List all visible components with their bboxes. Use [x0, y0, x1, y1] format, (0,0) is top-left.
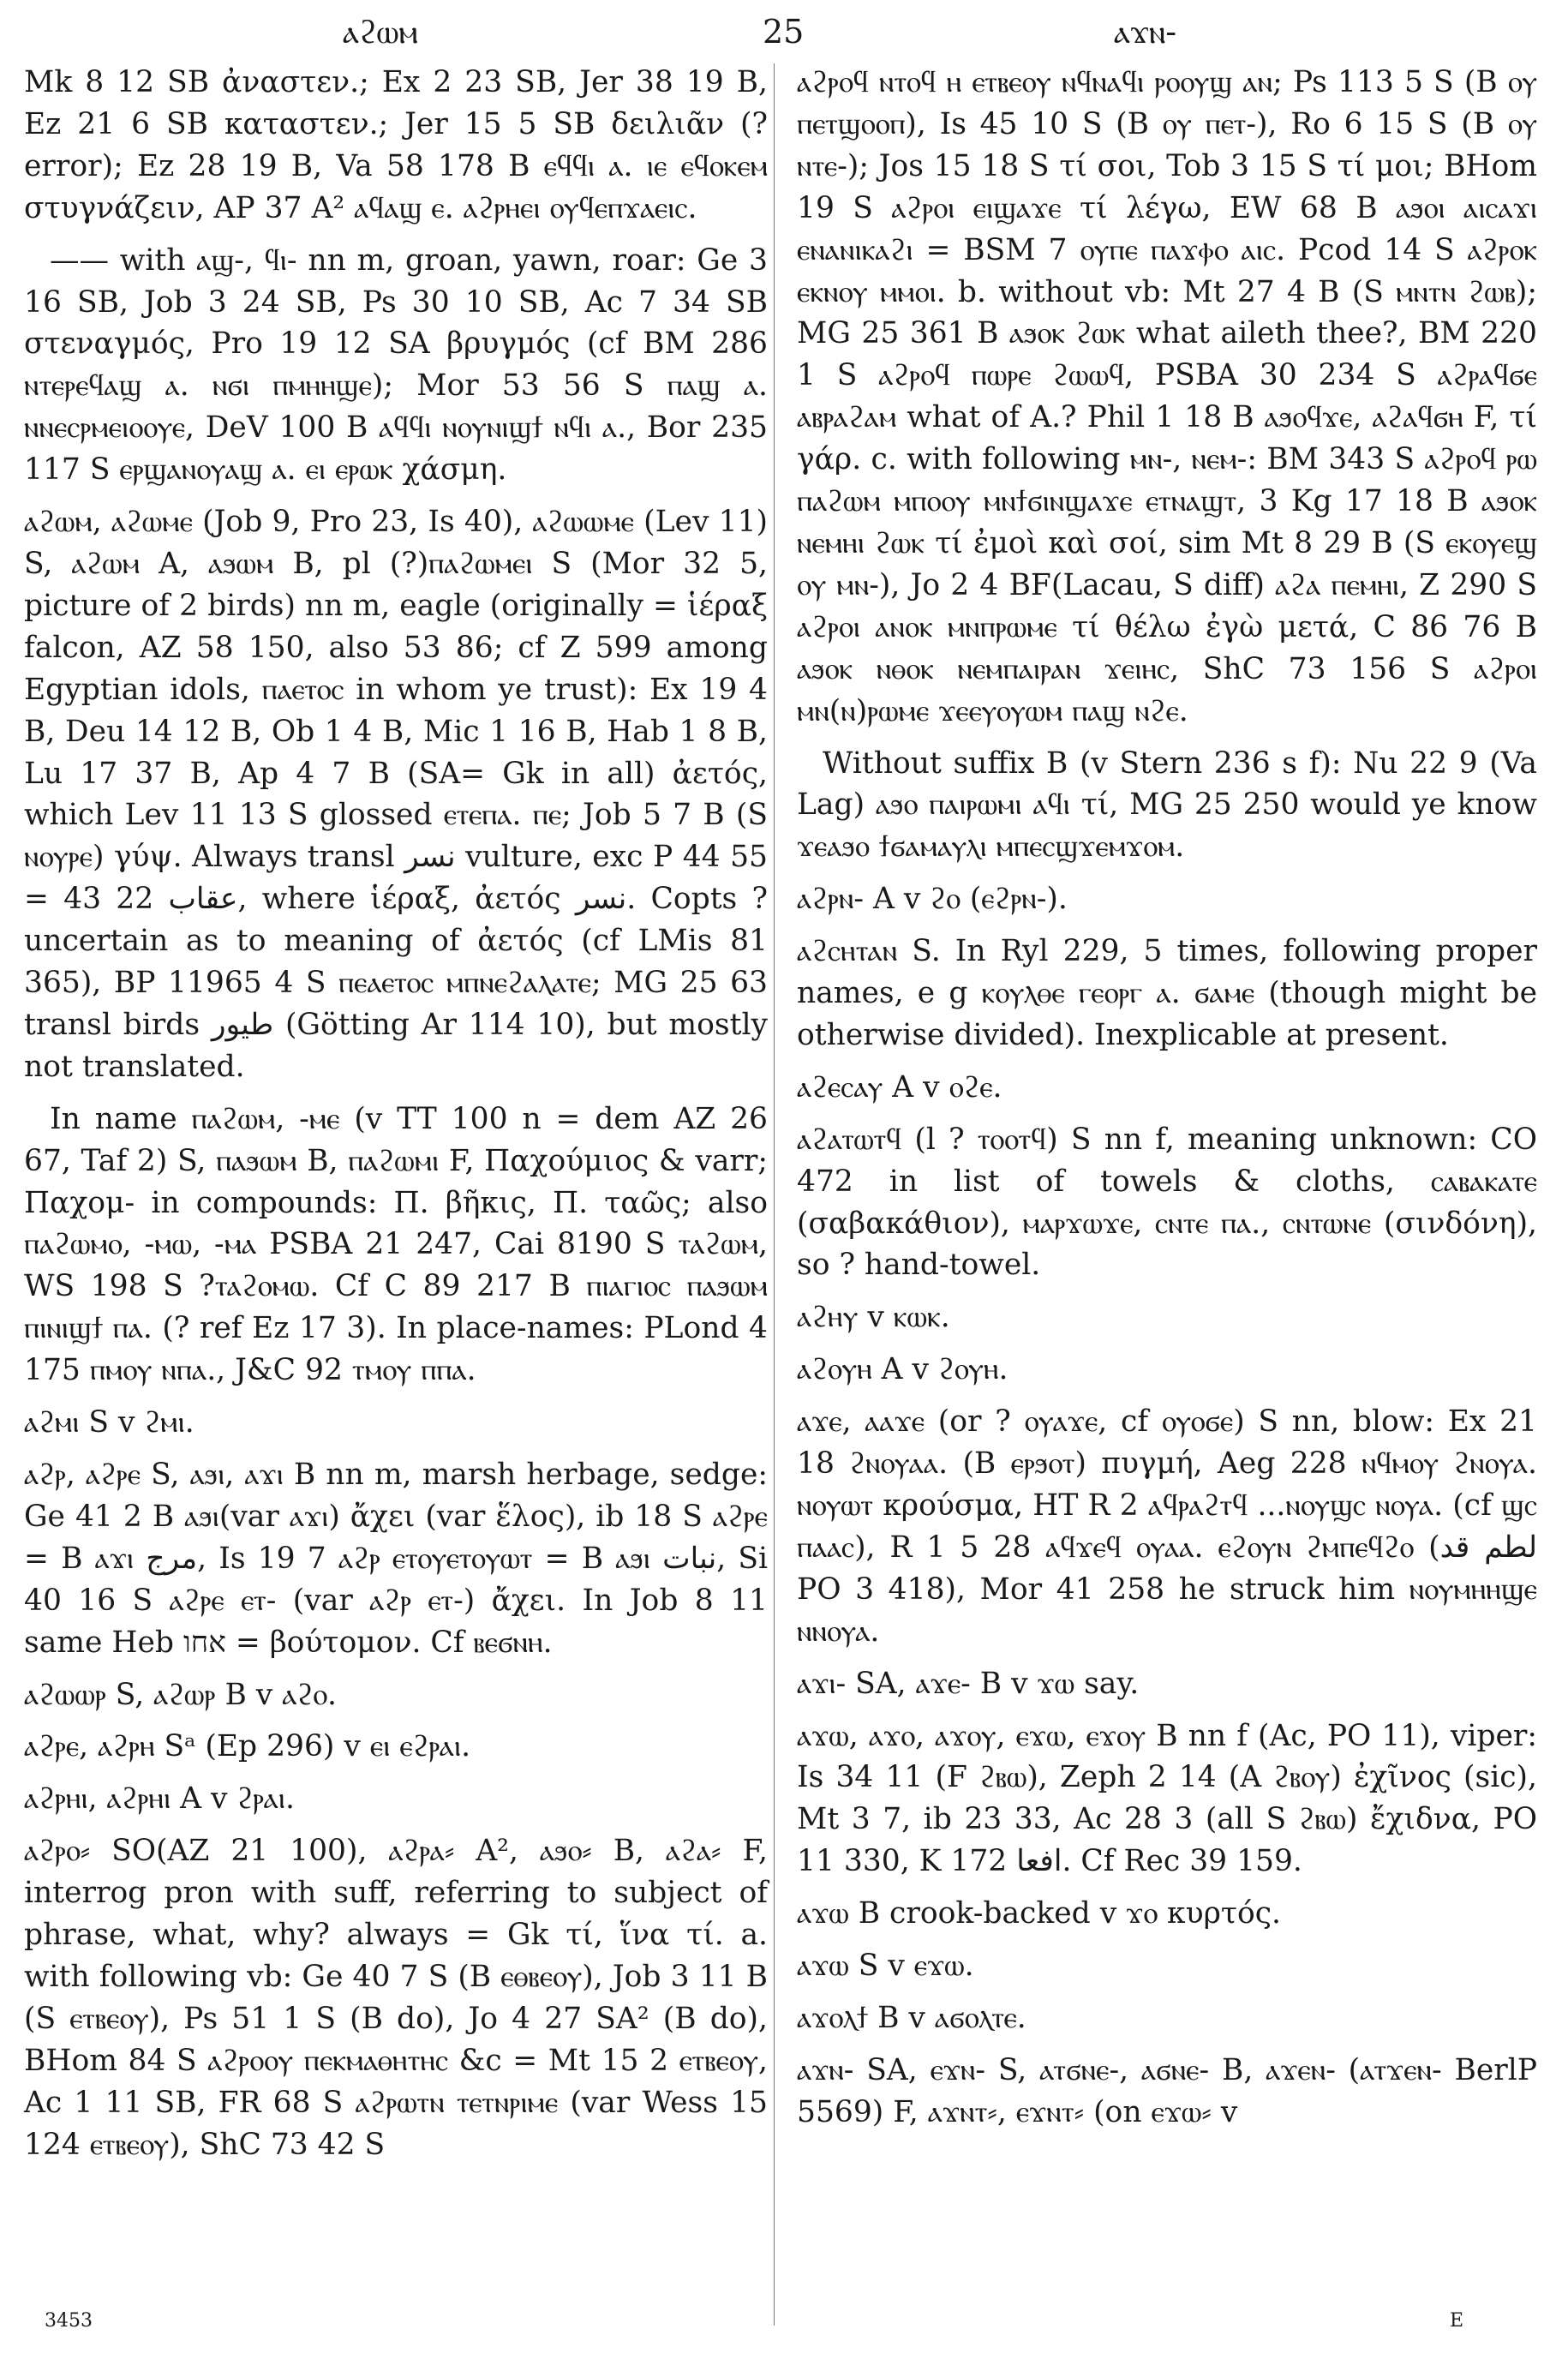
- entry-paragraph: In name ⲡⲁϩⲱⲙ, -ⲙⲉ (v TT 100 n = dem AZ 26 67, Taf 2) S, ⲡⲁϧⲱⲙ B, ⲡⲁϩⲱⲙⲓ F, Παχούμιος & varr; Παχομ- in compounds: Π. βῆκις, Π. ταῶς; also ⲡⲁϩⲱⲙⲟ, -ⲙⲱ, -ⲙⲁ PSBA 21 247, Cai 8190 S ⲧⲁϩⲱⲙ, WS 198 S ?ⲧⲁϩⲟⲙⲱ. Cf C 89 217 B ⲡⲓⲁⲅⲓⲟⲥ ⲡⲁϧⲱⲙ ⲡⲓⲛⲓϣϯ ⲡⲁ. (? ref Ez 17 3). In place-names: PLond 4 175 ⲡⲙⲟⲩ ⲛⲡⲁ., J&C 92 ⲧⲙⲟⲩ ⲡⲡⲁ.: [24, 1101, 768, 1388]
- signature-mark: 3453: [45, 2310, 93, 2332]
- entry-paragraph: ⲁϫⲟⲗϯ B v ⲁϭⲟⲗⲧⲉ.: [797, 2000, 1026, 2035]
- entry-paragraph: ⲁϩⲏⲩ v ⲕⲱⲕ.: [797, 1300, 950, 1335]
- gathering-letter: E: [1450, 2310, 1464, 2332]
- entry-paragraph: Without suffix B (v Stern 236 s f): Nu 22 9 (Va Lag) ⲁϧⲟ ⲡⲁⲓⲣⲱⲙⲓ ⲁϥⲓ τί, MG 25 250 would ye know ϫⲉⲁϧⲟ ϯϭⲁⲙⲁⲩⲗⲓ ⲙⲡⲉⲥϣϫⲉⲙϫⲟⲙ.: [797, 745, 1537, 865]
- entry-paragraph: ⲁϩⲙⲓ S v ϩⲙⲓ.: [24, 1405, 195, 1440]
- entry-paragraph: ⲁϫⲛ- SA, ⲉϫⲛ- S, ⲁⲧϭⲛⲉ-, ⲁϭⲛⲉ- B, ⲁϫⲉⲛ- (ⲁⲧϫⲉⲛ- BerlP 5569) F, ⲁϫⲛⲧ⸗, ⲉϫⲛⲧ⸗ (on ⲉϫⲱ⸗ v: [797, 2052, 1537, 2129]
- entry-paragraph: Mk 8 12 SB ἀναστεν.; Ex 2 23 SB, Jer 38 19 B, Ez 21 6 SB καταστεν.; Jer 15 5 SB δειλιᾶν (?error); Ez 28 19 B, Va 58 178 B ⲉϥϥⲓ ⲁ. ⲓⲉ ⲉϥⲟⲕⲉⲙ στυγνάζειν, AP 37 A² ⲁϥⲁϣ ⲉ. ⲁϩⲣⲏⲉⲓ ⲟⲩϥⲉⲡϫⲁⲉⲓⲥ.: [24, 65, 768, 225]
- entry-paragraph: ⲁϩⲣⲟϥ ⲛⲧⲟϥ ⲏ ⲉⲧⲃⲉⲟⲩ ⲛϥⲛⲁϥⲓ ⲣⲟⲟⲩϣ ⲁⲛ; Ps 113 5 S (B ⲟⲩ ⲡⲉⲧϣⲟⲟⲡ), Is 45 10 S (B ⲟⲩ ⲡⲉⲧ-), Ro 6 15 S (B ⲟⲩ ⲛⲧⲉ-); Jos 15 18 S τί σοι, Tob 3 15 S τί μοι; BHom 19 S ⲁϩⲣⲟⲓ ⲉⲓϣⲁϫⲉ τί λέγω, EW 68 B ⲁϧⲟⲓ ⲁⲓⲥⲁϫⲓ ⲉⲛⲁⲛⲓⲕⲁϩⲓ = BSM 7 ⲟⲩⲡⲉ ⲡⲁϫⲫⲟ ⲁⲓⲥ. Pcod 14 S ⲁϩⲣⲟⲕ ⲉⲕⲛⲟⲩ ⲙⲙⲟⲓ. b. without vb: Mt 27 4 B (S ⲙⲛⲧⲛ ϩⲱⲃ); MG 25 361 B ⲁϧⲟⲕ ϩⲱⲕ what aileth thee?, BM 220 1 S ⲁϩⲣⲟϥ ⲡⲱⲣⲉ ϩⲱⲱϥ, PSBA 30 234 S ⲁϩⲣⲁϥϭⲉ ⲁⲃⲣⲁϩⲁⲙ what of A.? Phil 1 18 B ⲁϧⲟϥϫⲉ, ⲁϩⲁϥϭⲏ F, τί γάρ. c. with following ⲙⲛ-, ⲛⲉⲙ-: BM 343 S ⲁϩⲣⲟϥ ⲣⲱ ⲡⲁϩⲱⲙ ⲙⲡⲟⲟⲩ ⲙⲛϯϭⲓⲛϣⲁϫⲉ ⲉⲧⲛⲁϣⲧ, 3 Kg 17 18 B ⲁϧⲟⲕ ⲛⲉⲙⲏⲓ ϩⲱⲕ τί ἐμοὶ καὶ σοί, sim Mt 8 29 B (S ⲉⲕⲟⲩⲉϣ ⲟⲩ ⲙⲛ-), Jo 2 4 BF(Lacau, S diff) ⲁϩⲁ ⲡⲉⲙⲏⲓ, Z 290 S ⲁϩⲣⲟⲓ ⲁⲛⲟⲕ ⲙⲛⲡⲣⲱⲙⲉ τί θέλω ἐγὼ μετά, C 86 76 B ⲁϧⲟⲕ ⲛⲑⲟⲕ ⲛⲉⲙⲡⲁⲓⲣⲁⲛ ϫⲉⲓⲏⲥ, ShC 73 156 S ⲁϩⲣⲟⲓ ⲙⲛ(ⲛ)ⲣⲱⲙⲉ ϫⲉⲉⲩⲟⲩⲱⲙ ⲡⲁϣ ⲛϩⲉ.: [797, 65, 1537, 728]
- entry-paragraph: ⲁϩⲣⲛ- A v ϩⲟ (ⲉϩⲣⲛ-).: [797, 882, 1068, 917]
- entry-paragraph: ⲁϩⲣⲟ⸗ SO(AZ 21 100), ⲁϩⲣⲁ⸗ A², ⲁϧⲟ⸗ B, ⲁϩⲁ⸗ F, interrog pron with suff, referring to subject of phrase, what, why? always = Gk τί, ἵνα τί. a. with following vb: Ge 40 7 S (B ⲉⲑⲃⲉⲟⲩ), Job 3 11 B (S ⲉⲧⲃⲉⲟⲩ), Ps 51 1 S (B do), Jo 4 27 SA² (B do), BHom 84 S ⲁϩⲣⲟⲟⲩ ⲡⲉⲕⲙⲁⲑⲏⲧⲏⲥ &c = Mt 15 2 ⲉⲧⲃⲉⲟⲩ, Ac 1 11 SB, FR 68 S ⲁϩⲣⲱⲧⲛ ⲧⲉⲧⲛⲣⲓⲙⲉ (var Wess 15 124 ⲉⲧⲃⲉⲟⲩ), ShC 73 42 S: [24, 1834, 768, 2162]
- entry-paragraph: —— with ⲁϣ-, ϥⲓ- nn m, groan, yawn, roar: Ge 3 16 SB, Job 3 24 SB, Ps 30 10 SB, Ac 7 34 SB στεναγμός, Pro 19 12 SA βρυγμός (cf BM 286 ⲛⲧⲉⲣⲉϥⲁϣ ⲁ. ⲛϭⲓ ⲡⲙⲏⲏϣⲉ); Mor 53 56 S ⲡⲁϣ ⲁ. ⲛⲛⲉⲥⲣⲙⲉⲓⲟⲟⲩⲉ, DeV 100 B ⲁϥϥⲓ ⲛⲟⲩⲛⲓϣϯ ⲛϥⲓ ⲁ., Bor 235 117 S ⲉⲣϣⲁⲛⲟⲩⲁϣ ⲁ. ⲉⲓ ⲉⲣⲱⲕ χάσμη.: [24, 242, 768, 488]
- entry-paragraph: ⲁϫⲉ, ⲁⲁϫⲉ (or ? ⲟⲩⲁϫⲉ, cf ⲟⲩⲟϭⲉ) S nn, blow: Ex 21 18 ϩⲛⲟⲩⲁⲁ. (B ⲉⲣϧⲟⲧ) πυγμή, Aeg 228 ⲛϥⲙⲟⲩ ϩⲛⲟⲩⲁ. ⲛⲟⲩⲱⲧ κρούσμα, HT R 2 ⲁϥⲣⲁϩⲧϥ ...ⲛⲟⲩϣⲥ ⲛⲟⲩⲁ. (cf ϣⲥ ⲡⲁⲁⲥ), R 1 5 28 ⲁϥϫⲉϥ ⲟⲩⲁⲁ. ⲉϩⲟⲩⲛ ϩⲙⲡⲉϥϩⲟ (لطم قد PO 3 418), Mor 41 258 he struck him ⲛⲟⲩⲙⲏⲏϣⲉ ⲛⲛⲟⲩⲁ.: [797, 1404, 1537, 1649]
- entry-paragraph: ⲁϫⲱ S v ⲉϫⲱ.: [797, 1949, 974, 1984]
- entry-paragraph: ⲁϩⲟⲩⲏ A v ϩⲟⲩⲏ.: [797, 1352, 1008, 1387]
- entry-paragraph: ⲁϩⲱⲙ, ⲁϩⲱⲙⲉ (Job 9, Pro 23, Is 40), ⲁϩⲱⲱⲙⲉ (Lev 11) S, ⲁϩⲱⲙ A, ⲁϧⲱⲙ B, pl (?)ⲡⲁϩⲱⲙⲉⲓ S (Mor 32 5, picture of 2 birds) nn m, eagle (originally = ἱέραξ falcon, AZ 58 150, also 53 86; cf Z 599 among Egyptian idols, ⲡⲁⲉⲧⲟⲥ in whom ye trust): Ex 19 4 B, Deu 14 12 B, Ob 1 4 B, Mic 1 16 B, Hab 1 8 B, Lu 17 37 B, Ap 4 7 B (SA= Gk in all) ἀετός, which Lev 11 13 S glossed ⲉⲧⲉⲡⲁ. ⲡⲉ; Job 5 7 B (S ⲛⲟⲩⲣⲉ) γύψ. Always transl نسر vulture, exc P 44 55 = 43 22 عقاب, where ἱέραξ, ἀετός نسر. Copts ?uncertain as to meaning of ἀετός (cf LMis 81 365), BP 11965 4 S ⲡⲉⲁⲉⲧⲟⲥ ⲙⲡⲛⲉϩⲁⲗⲁⲧⲉ; MG 25 63 transl birds طيور (Götting Ar 114 10), but mostly not translated.: [24, 505, 769, 1084]
- entry-paragraph: ⲁϩⲣⲉ, ⲁϩⲣⲏ Sᵃ (Ep 296) v ⲉⲓ ⲉϩⲣⲁⲓ.: [24, 1729, 471, 1764]
- left-column: [24, 62, 768, 2166]
- page-number: 25: [763, 13, 805, 51]
- running-head-left: ⲁϩⲱⲙ: [343, 13, 418, 51]
- entry-paragraph: ⲁϩⲉⲥⲁⲩ A v ⲟϩⲉ.: [797, 1069, 1002, 1105]
- entry-paragraph: ⲁϫⲱ, ⲁϫⲟ, ⲁϫⲟⲩ, ⲉϫⲱ, ⲉϫⲟⲩ B nn f (Ac, PO 11), viper: Is 34 11 (F ϩⲃⲱ), Zeph 2 14 (A ϩⲃⲟⲩ) ἐχῖνος (sic), Mt 3 7, ib 23 33, Ac 28 3 (all S ϩⲃⲱ) ἔχιδνα, PO 11 330, K 172 افعا. Cf Rec 39 159.: [797, 1718, 1537, 1879]
- entry-paragraph: ⲁϫⲓ- SA, ⲁϫⲉ- B v ϫⲱ say.: [797, 1666, 1140, 1701]
- entry-paragraph: ⲁϩⲣⲏⲓ, ⲁϩⲣⲏⲓ A v ϩⲣⲁⲓ.: [24, 1781, 295, 1817]
- entry-paragraph: ⲁϩⲣ, ⲁϩⲣⲉ S, ⲁϧⲓ, ⲁϫⲓ B nn m, marsh herbage, sedge: Ge 41 2 B ⲁϧⲓ(var ⲁϫⲓ) ἄχει (var ἕλος), ib 18 S ⲁϩⲣⲉ = B ⲁϫⲓ مرج, Is 19 7 ⲁϩⲣ ⲉⲧⲟⲩⲉⲧⲟⲩⲱⲧ = B ⲁϧⲓ نبات, Si 40 16 S ⲁϩⲣⲉ ⲉⲧ- (var ⲁϩⲣ ⲉⲧ-) ἄχει. In Job 8 11 same Heb אחו = βούτομον. Cf ⲃⲉϭⲛⲏ.: [24, 1458, 768, 1660]
- entry-paragraph: ⲁϩⲥⲏⲧⲁⲛ S. In Ryl 229, 5 times, following proper names, e g ⲕⲟⲩⲗⲑⲉ ⲅⲉⲟⲣⲅ ⲁ. ϭⲁⲙⲉ (though might be otherwise divided). Inexplicable at present.: [797, 934, 1537, 1052]
- entry-paragraph: ⲁϩⲱⲱⲣ S, ⲁϩⲱⲣ B v ⲁϩⲟ.: [24, 1677, 337, 1712]
- right-column: [797, 62, 1537, 2134]
- column-divider: [774, 63, 775, 2326]
- entry-paragraph: ⲁϫⲱ B crook-backed v ϫⲟ κυρτός.: [797, 1896, 1282, 1931]
- entry-paragraph: ⲁϩⲁⲧⲱⲧϥ (l ? ⲧⲟⲟⲧϥ) S nn f, meaning unknown: CO 472 in list of towels & cloths, ⲥⲁⲃⲁⲕⲁⲧⲉ (σαβακάθιον), ⲙⲁⲣϫⲱϫⲉ, ⲥⲛⲧⲉ ⲡⲁ., ⲥⲛⲧⲱⲛⲉ (σινδόνη), so ? hand-towel.: [797, 1122, 1537, 1283]
- running-head-right: ⲁϫⲛ-: [1114, 13, 1177, 51]
